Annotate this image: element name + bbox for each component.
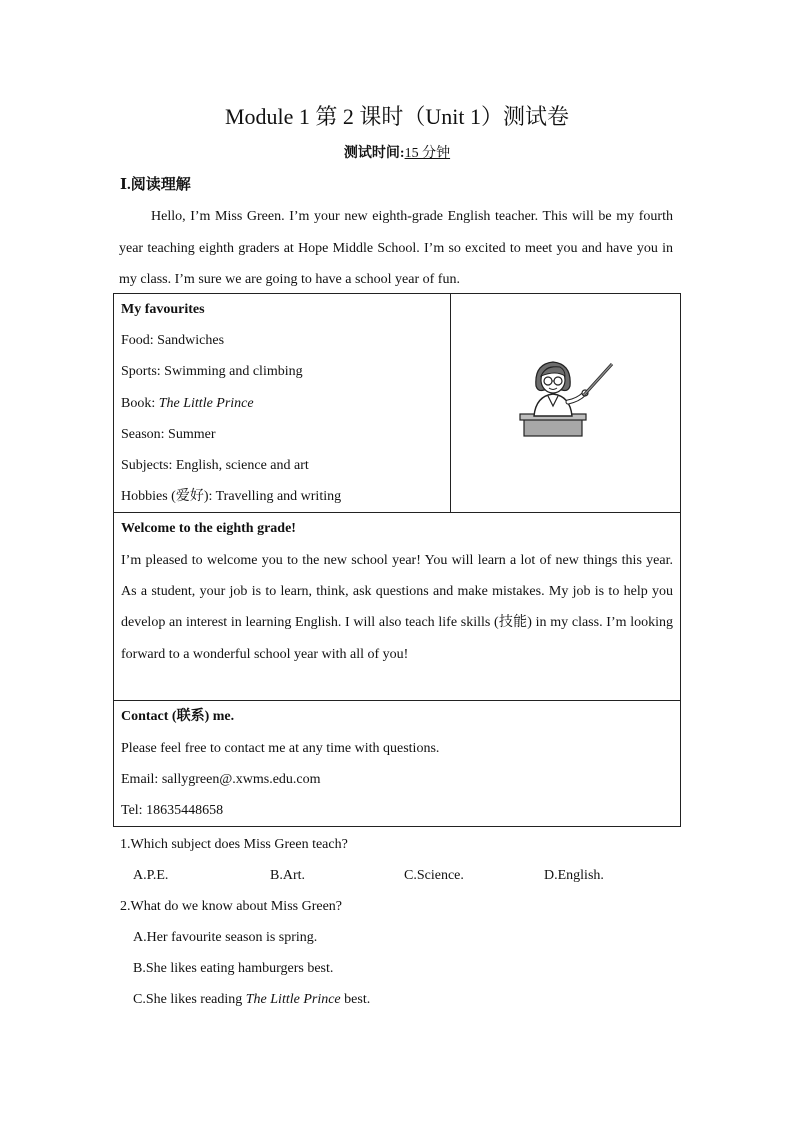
- question-2-option-b[interactable]: B.She likes eating hamburgers best.: [133, 961, 334, 976]
- favourite-sports: Sports: Swimming and climbing: [121, 364, 303, 380]
- contact-cell: [114, 701, 681, 827]
- favourites-cell: [114, 294, 451, 513]
- contact-tel: Tel: 18635448658: [121, 803, 224, 819]
- question-2-option-c-prefix: C.She likes reading: [133, 992, 246, 1007]
- favourite-hobbies: Hobbies (爱好): Travelling and writing: [121, 489, 342, 505]
- teacher-with-pointer-icon: [516, 356, 616, 446]
- question-1-option-d[interactable]: D.English.: [544, 868, 604, 883]
- question-1-options: [120, 860, 680, 891]
- test-time-value: 15 分钟: [404, 146, 451, 161]
- question-1-stem: 1.Which subject does Miss Green teach?: [120, 837, 348, 852]
- question-2-option-a[interactable]: A.Her favourite season is spring.: [133, 930, 318, 945]
- question-2-option-c-suffix: best.: [340, 992, 371, 1007]
- reading-passage-table: [113, 293, 681, 827]
- questions-section: [120, 829, 680, 1015]
- favourite-book-title: The Little Prince: [158, 395, 254, 411]
- favourite-season: Season: Summer: [121, 426, 216, 442]
- contact-heading: Contact (联系) me.: [121, 709, 235, 725]
- question-2-option-c[interactable]: [120, 984, 680, 1015]
- welcome-body: I’m pleased to welcome you to the new school year! You will learn a lot of new things this year. As a student, your job is to learn, think, ask questions and make mistakes. My job is to help you develop an interest in learning English. I will also teach life skills (技能) in my class. I’m looking forward to a wonderful school year with all of you!: [121, 552, 673, 662]
- question-1-option-b[interactable]: B.Art.: [270, 868, 305, 883]
- section-heading: Ⅰ.阅读理解: [120, 177, 191, 193]
- favourites-heading: My favourites: [121, 302, 205, 317]
- question-1-option-a[interactable]: A.P.E.: [133, 868, 169, 883]
- contact-line: Please feel free to contact me at any time with questions.: [121, 740, 440, 756]
- question-2-stem: 2.What do we know about Miss Green?: [120, 899, 343, 914]
- welcome-cell: [114, 513, 681, 701]
- illustration-cell: [451, 294, 681, 513]
- favourite-book: [121, 388, 443, 419]
- intro-paragraph: Hello, I’m Miss Green. I’m your new eighth-grade English teacher. This will be my fourth year teaching eighth graders at Hope Middle School. I’m so excited to meet you and have you in my class. I’m sure we are going to have a school year of fun.: [119, 209, 673, 287]
- favourite-subjects: Subjects: English, science and art: [121, 458, 309, 474]
- favourite-book-label: Book:: [121, 395, 159, 411]
- page-title: Module 1 第 2 课时（Unit 1）测试卷: [224, 104, 570, 129]
- welcome-heading: Welcome to the eighth grade!: [121, 521, 296, 537]
- test-time-label: 测试时间:: [343, 146, 405, 161]
- contact-email: Email: sallygreen@.xwms.edu.com: [121, 771, 321, 787]
- test-time: [0, 144, 794, 164]
- favourite-food: Food: Sandwiches: [121, 333, 225, 349]
- question-1-option-c[interactable]: C.Science.: [404, 868, 464, 883]
- question-2-option-c-title: The Little Prince: [245, 992, 341, 1007]
